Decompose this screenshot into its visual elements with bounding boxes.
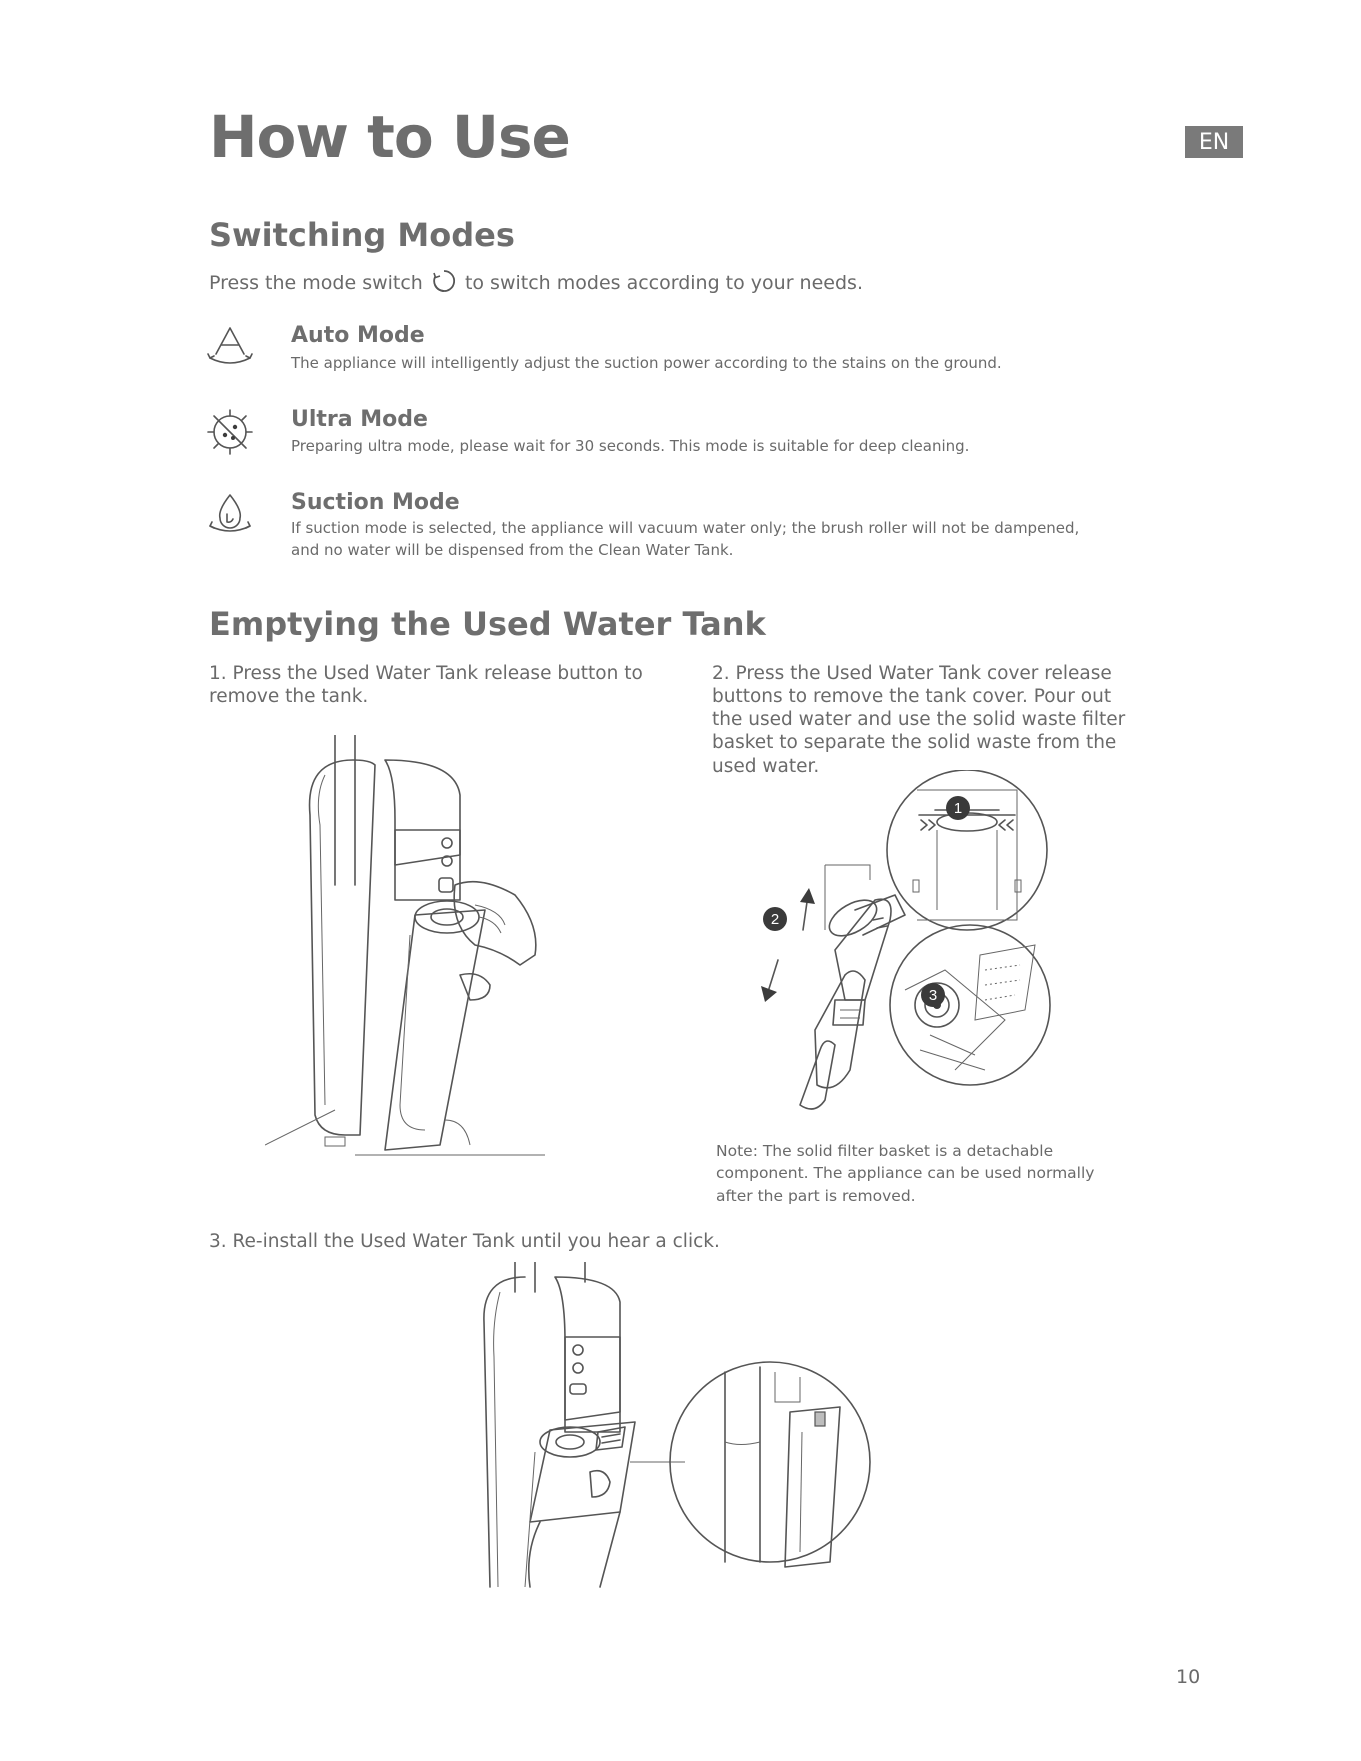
step-2-line: basket to separate the solid waste from the <box>712 732 1117 754</box>
switching-modes-heading: Switching Modes <box>209 216 515 254</box>
step-1-line: 1. Press the Used Water Tank release button to <box>209 663 643 684</box>
auto-mode-icon <box>204 324 252 372</box>
step-2-line: the used water and use the solid waste filter <box>712 709 1126 731</box>
auto-mode-description: The appliance will intelligently adjust the suction power according to the stains on the ground. <box>291 354 1002 372</box>
intro-text-after: to switch modes according to your needs. <box>464 272 863 294</box>
callout-1-label: 1 <box>953 800 963 817</box>
note-line: Note: The solid filter basket is a detachable <box>716 1142 1054 1160</box>
step-2-text <box>712 662 1125 778</box>
step-3-illustration <box>470 1262 940 1592</box>
step-2-line: 2. Press the Used Water Tank cover release <box>712 663 1112 684</box>
callout-2-label: 2 <box>770 911 780 928</box>
suction-mode-description-line: and no water will be dispensed from the Clean Water Tank. <box>291 540 734 559</box>
suction-mode-description <box>291 518 1079 562</box>
ultra-mode-icon <box>206 408 254 456</box>
step-1-line: remove the tank. <box>209 686 369 708</box>
callout-3 <box>920 982 946 1012</box>
note-line: after the part is removed. <box>716 1186 916 1205</box>
language-badge: EN <box>1185 126 1243 158</box>
step-2-line: buttons to remove the tank cover. Pour out <box>712 686 1112 708</box>
step-2-line: used water. <box>712 755 820 777</box>
auto-mode-title: Auto Mode <box>291 323 425 348</box>
switching-modes-intro <box>209 268 863 299</box>
step-2-illustration <box>745 770 1060 1125</box>
intro-text-before: Press the mode switch <box>209 272 423 294</box>
mode-switch-icon <box>431 268 457 299</box>
step-1-illustration <box>265 735 555 1160</box>
ultra-mode-description: Preparing ultra mode, please wait for 30 seconds. This mode is suitable for deep cleaning. <box>291 437 970 455</box>
callout-1 <box>945 795 971 825</box>
page-number: 10 <box>1176 1666 1201 1688</box>
note <box>716 1140 1094 1207</box>
step-3-text: 3. Re-install the Used Water Tank until you hear a click. <box>209 1231 720 1252</box>
emptying-heading: Emptying the Used Water Tank <box>209 605 766 643</box>
callout-2 <box>762 906 788 936</box>
step-1-text <box>209 662 643 708</box>
note-line: component. The appliance can be used normally <box>716 1164 1095 1183</box>
callout-3-label: 3 <box>928 987 938 1004</box>
page-title: How to Use <box>209 103 570 171</box>
ultra-mode-title: Ultra Mode <box>291 407 428 432</box>
suction-mode-icon <box>206 492 254 540</box>
suction-mode-title: Suction Mode <box>291 490 460 515</box>
suction-mode-description-line: If suction mode is selected, the appliance will vacuum water only; the brush roller will not be dampened, <box>291 519 1080 537</box>
